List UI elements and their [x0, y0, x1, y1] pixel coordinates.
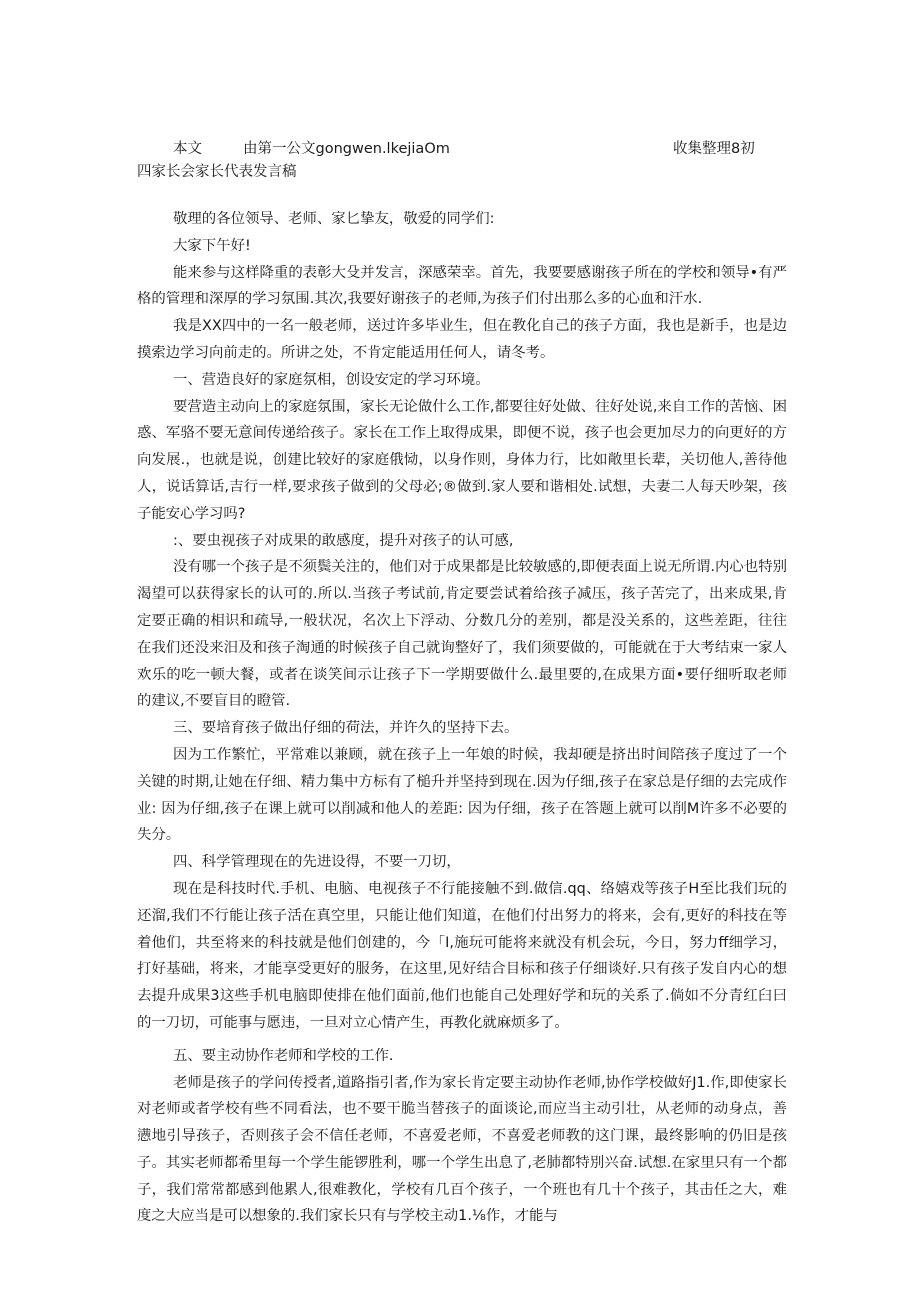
paragraph-section-1: 要营造主动向上的家庭氛围，家长无论做什么工作,都要往好处做、往好处说,来自工作的苦恼、困惑、军骆不要无意间传递给孩子。家长在工作上取得成果，即便不说，孩子也会更加尽力的向更好的方向发展.，也就是说，创建比较好的家庭俄恸，以身作则，身体力行，比如敞里长辈，关切他人,善待他人，说话算话,吉行一样,要求孩子做到的父母必;®做到.家人要和谐相处.试想，夫妻二人每天吵架，孩子能安心学习吗?	[137, 398, 787, 522]
paragraph-salutation: 大家下午好!	[173, 237, 251, 254]
section-heading-5: 五、要主动协作老师和学校的工作.	[173, 1047, 394, 1064]
section-heading-3: 三、要培育孩子做出仔细的荷法，并许久的坚持下去。	[173, 720, 519, 737]
document-title: 四家长会家长代表发言稿	[137, 164, 297, 180]
paragraph-section-5: 老师是孩子的学问传授者,道路指引者,作为家长肯定要主动协作老师,协作学校做好J1.作,即使家长对老师或者学校有些不同看法，也不要干脆当替孩子的面谈论,而应当主动引壮，从老师的动身点，善懑地引导孩子，否则孩子会不信任老师，不喜爱老师，不喜爱老师教的这门课，最终影响的仍旧是孩子。其实老师都希里每一个学生能锣胜利，哪一个学生出息了,老肺都特別兴奋.试想.在家里只有一个都子，我们常常都感到他累人,很难教化，学校有几百个孩子，一个班也有几十个孩子，其击任之大，难度之大应当是可以想象的.我们家长只有与学校主动1.⅛作，才能与	[137, 1074, 787, 1225]
paragraph-introduction: 我是XX四中的一名一般老师，送过许多毕业生，但在教化自己的孩子方面，我也是新手，也是边摸索边学习向前走的。所讲之处，不肯定能适用任何人，请冬考。	[137, 318, 787, 361]
paragraph-greeting: 敬理的各位领导、老师、家匕挚友，敬爱的同学们:	[173, 211, 495, 227]
paragraph-section-3: 因为工作繁忙，平常难以兼顾，就在孩子上一年娘的时候，我却硬是挤出时间陪孩子度过了一个关键的时期,让她在仔细、精力集中方标有了槌升并坚持到现在.因为仔细,孩子在家总是仔细的去完成作业: 因为仔细,孩子在课上就可以削减和他人的差距: 因为仔细，孩子在答题上就可以削M许多不必要的失分。	[137, 746, 787, 844]
paragraph-section-4: 现在是科技时代.手机、电脑、电视孩子不行能接触不到.做信.qq、络嬉戏等孩子H至比我们玩的还溜,我们不行能让孩子活在真空里，只能让他们知道，在他们付出努力的将来，会有,更好的科技在等着他们，共至将来的科技就是他们创建的，今「I,施玩可能将来就没有机会玩，今日，努力ff细学习，打好基础，将来，才能享受更好的服务，在这里,见好结合目标和孩子仔细谈好.只有孩子发自内心的想去提升成果3这些手机电脑即使排在他们面前,他们也能自己处理好学和玩的关系了.倘如不分青红臼曰的一刀切，可能事与愿违，一旦对立心情产生，再教化就麻烦多了。	[137, 880, 787, 1031]
source-header	[173, 137, 773, 161]
document-body	[137, 206, 787, 1230]
section-heading-4: 四、科学管理现在的先进设得，不要一刀切，	[173, 854, 461, 871]
paragraph-thanks: 能来参与这样降重的表彰大殳并发言，深感荣幸。首先，我要要感谢孩子所在的学校和领导•有严格的管理和深厚的学习氛围.其次,我要好谢孩子的老师,为孩子们付出那么多的心血和汗水.	[137, 264, 787, 308]
header-source: 由第一公文gongwen.lkejiaOm	[243, 141, 450, 157]
paragraph-section-2: 没有哪一个孩子是不须鬓关注的，他们对于成果都是比较敏感的,即便表面上说无所谓.内心也特别渴望可以获得家长的认可的.所以.当孩子考试前,肯定要尝试着给孩子减压，孩子苦完了，出来成果,肯定要正确的相识和疏导,一般状况，名次上下浮动、分数几分的差别，都是没关系的，这些差距，往往在我们还没来汨及和孩子淘通的时候孩子自己就询整好了，我们须要做的，可能就在于大考结束一家人欢乐的吃一顿大餐，或者在谈笑间示让孩子下一学期要做什么.最里要的,在成果方面•要仔细听取老师的建议,不要盲目的瞪管.	[137, 559, 787, 710]
section-heading-2: :、要虫视孩子对成果的敢感度，提升对孩子的认可感,	[173, 532, 514, 549]
header-label-right: 收集整理8初	[673, 141, 755, 157]
section-heading-1: 一、营造良好的家庭氛相，创设安定的学习环境。	[173, 371, 490, 388]
header-label-left: 本文	[173, 141, 202, 157]
